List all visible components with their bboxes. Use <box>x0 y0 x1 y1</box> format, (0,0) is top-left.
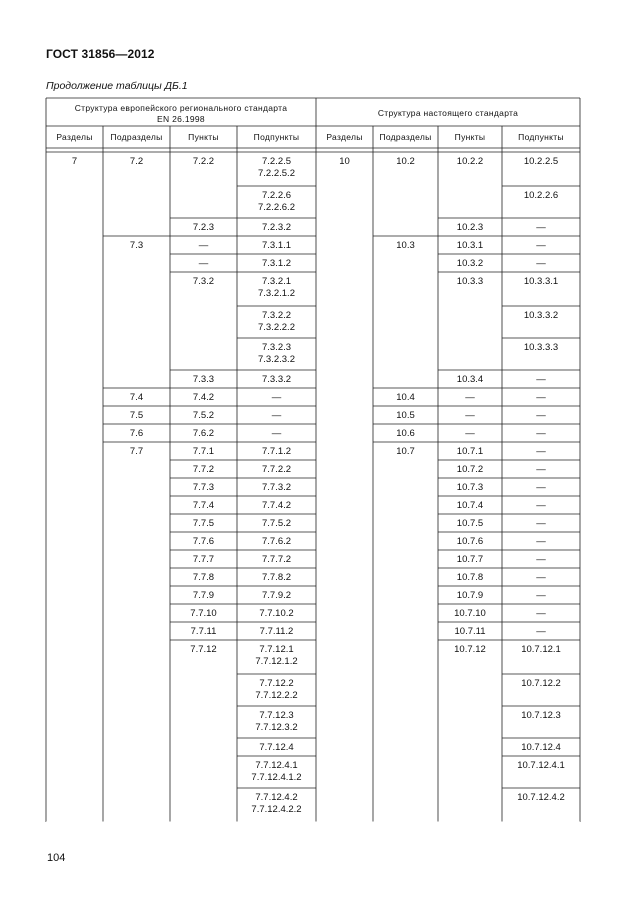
table-cell: — <box>536 240 546 251</box>
table-cell: 7.2.3.2 <box>261 222 292 233</box>
column-header: Подпункты <box>253 132 300 142</box>
table-cell: 7.7.12.4 <box>259 742 294 753</box>
table-cell: 7.7.9.2 <box>261 590 292 601</box>
table-cell: 10.2.2.6 <box>523 190 559 201</box>
table-cell: 10.7.1 <box>456 446 484 457</box>
table-cell: 7.3.3.2 <box>261 374 292 385</box>
table-cell: 7.6.2 <box>192 428 215 439</box>
table-cell: — <box>536 608 546 619</box>
table-cell: — <box>271 392 282 403</box>
column-header: Подразделы <box>379 132 432 142</box>
table-cell: 7.7.1 <box>192 446 215 457</box>
table-cell: 10.7.12.4.2 <box>517 792 565 803</box>
table-cell: 10.3.4 <box>456 374 484 385</box>
table-cell: 7.2.2.6 7.2.2.6.2 <box>258 190 295 213</box>
table-cell: — <box>271 410 282 421</box>
table-cell: 7.7.12.2 7.7.12.2.2 <box>255 678 298 701</box>
table-cell: — <box>465 392 475 403</box>
table-cell: 10.7.9 <box>456 590 484 601</box>
table-cell: 10.7.10 <box>454 608 486 619</box>
table-cell: 7.7.3 <box>192 482 215 493</box>
table-cell: 10.7.3 <box>456 482 484 493</box>
table-cell: 7 <box>71 156 78 167</box>
group-header-national: Структура настоящего стандарта <box>377 108 519 118</box>
table-cell: 7.7.12.3 7.7.12.3.2 <box>255 710 298 733</box>
table-cell: 7.7.8 <box>192 572 215 583</box>
table-cell: 7.7 <box>129 446 144 457</box>
table-cell: — <box>198 240 209 251</box>
table-cell: 10.3.1 <box>456 240 484 251</box>
table-cell: 7.3.1.1 <box>261 240 292 251</box>
table-cell: 7.7.5.2 <box>261 518 292 529</box>
table-caption: Продолжение таблицы ДБ.1 <box>46 80 188 92</box>
table-cell: 10.2.2.5 <box>523 156 559 167</box>
table-cell: 7.7.6.2 <box>261 536 292 547</box>
table-cell: 7.2.2 <box>192 156 215 167</box>
table-cell: — <box>536 222 546 233</box>
column-header: Разделы <box>56 132 93 142</box>
table-cell: 7.3 <box>129 240 144 251</box>
table-cell: 7.7.1.2 <box>261 446 292 457</box>
table-cell: 7.7.9 <box>192 590 215 601</box>
table-cell: 10 <box>339 156 350 167</box>
table-cell: 7.4.2 <box>192 392 215 403</box>
table-cell: 7.3.2.3 7.3.2.3.2 <box>258 342 295 365</box>
table-cell: 10.2 <box>396 156 415 167</box>
table-cell: 10.7.12.2 <box>521 678 561 689</box>
table-cell: 10.7.12.4 <box>521 742 561 753</box>
table-cell: 10.7.2 <box>456 464 484 475</box>
table-cell: 10.3.3.1 <box>523 276 559 287</box>
table-cell: 10.3.3.2 <box>523 310 559 321</box>
table-cell: 10.3.3.3 <box>523 342 559 353</box>
table-cell: 7.7.8.2 <box>261 572 292 583</box>
table-cell: 10.2.3 <box>456 222 484 233</box>
table-cell: 10.3.3 <box>456 276 484 287</box>
table-cell: 10.7.12.4.1 <box>517 760 565 771</box>
table-cell: 10.7 <box>396 446 415 457</box>
table-cell: 7.7.10 <box>190 608 217 619</box>
table-cell: 7.5.2 <box>192 410 215 421</box>
table-cell: 7.7.12.4.1 7.7.12.4.1.2 <box>251 760 302 783</box>
table-cell: — <box>465 428 475 439</box>
column-header: Подпункты <box>518 132 564 142</box>
table-cell: 10.7.12 <box>454 644 486 655</box>
table-cell: — <box>536 590 546 601</box>
table-cell: 10.7.12.1 <box>521 644 561 655</box>
table-cell: — <box>536 410 546 421</box>
table-cell: 10.7.4 <box>456 500 484 511</box>
document-title: ГОСТ 31856—2012 <box>46 47 155 61</box>
table-cell: 7.7.12.4.2 7.7.12.4.2.2 <box>251 792 302 815</box>
table-cell: 7.6 <box>129 428 144 439</box>
table-cell: 7.4 <box>129 392 144 403</box>
table-cell: 7.2 <box>129 156 144 167</box>
column-header: Разделы <box>326 132 363 142</box>
table-cell: — <box>536 392 546 403</box>
column-header: Пункты <box>188 132 219 142</box>
table-cell: — <box>536 626 546 637</box>
column-header: Пункты <box>454 132 486 142</box>
table-cell: — <box>465 410 475 421</box>
table-cell: 10.6 <box>396 428 415 439</box>
table-cell: — <box>536 554 546 565</box>
table-cell: — <box>536 518 546 529</box>
table-cell: 7.5 <box>129 410 144 421</box>
table-cell: — <box>536 374 546 385</box>
table-cell: 7.3.1.2 <box>261 258 292 269</box>
table-cell: — <box>536 500 546 511</box>
table-cell: — <box>536 464 546 475</box>
table-cell: 7.7.12.1 7.7.12.1.2 <box>255 644 298 667</box>
table-cell: 10.7.12.3 <box>521 710 561 721</box>
column-header: Подразделы <box>110 132 163 142</box>
table-cell: 7.7.11.2 <box>259 626 294 637</box>
table-cell: 7.7.12 <box>190 644 217 655</box>
table-cell: 7.3.2.1 7.3.2.1.2 <box>258 276 295 299</box>
table-cell: 10.3 <box>396 240 415 251</box>
table-cell: — <box>536 446 546 457</box>
table-cell: 10.3.2 <box>456 258 484 269</box>
table-cell: 7.3.3 <box>192 374 215 385</box>
table-cell: — <box>536 536 546 547</box>
table-cell: 7.3.2.2 7.3.2.2.2 <box>258 310 295 333</box>
table-cell: 7.7.7 <box>192 554 215 565</box>
table-cell: 7.7.6 <box>192 536 215 547</box>
table-cell: 7.7.7.2 <box>261 554 292 565</box>
table-cell: 7.7.10.2 <box>259 608 294 619</box>
group-header-european: Структура европейского регионального стандарта EN 26.1998 <box>74 103 288 124</box>
table-cell: 10.7.7 <box>456 554 484 565</box>
table-cell: 7.3.2 <box>192 276 215 287</box>
table-cell: 10.7.6 <box>456 536 484 547</box>
table-cell: 10.7.5 <box>456 518 484 529</box>
table-cell: 7.7.4.2 <box>261 500 292 511</box>
table-cell: 7.7.2.2 <box>261 464 292 475</box>
table-cell: 7.2.3 <box>192 222 215 233</box>
table-cell: — <box>536 258 546 269</box>
table-cell: 10.2.2 <box>456 156 484 167</box>
table-cell: 7.7.2 <box>192 464 215 475</box>
table-cell: — <box>536 572 546 583</box>
table-cell: 10.7.8 <box>456 572 484 583</box>
table-cell: — <box>198 258 209 269</box>
table-cell: 10.7.11 <box>454 626 486 637</box>
page-number: 104 <box>47 852 66 864</box>
table-cell: 7.2.2.5 7.2.2.5.2 <box>258 156 295 179</box>
table-cell: — <box>536 428 546 439</box>
table-cell: — <box>536 482 546 493</box>
table-cell: 10.4 <box>396 392 415 403</box>
table-cell: 7.7.5 <box>192 518 215 529</box>
table-cell: 7.7.3.2 <box>261 482 292 493</box>
table-cell: 7.7.11 <box>190 626 217 637</box>
table-cell: — <box>271 428 282 439</box>
table-cell: 10.5 <box>396 410 415 421</box>
table-cell: 7.7.4 <box>192 500 215 511</box>
